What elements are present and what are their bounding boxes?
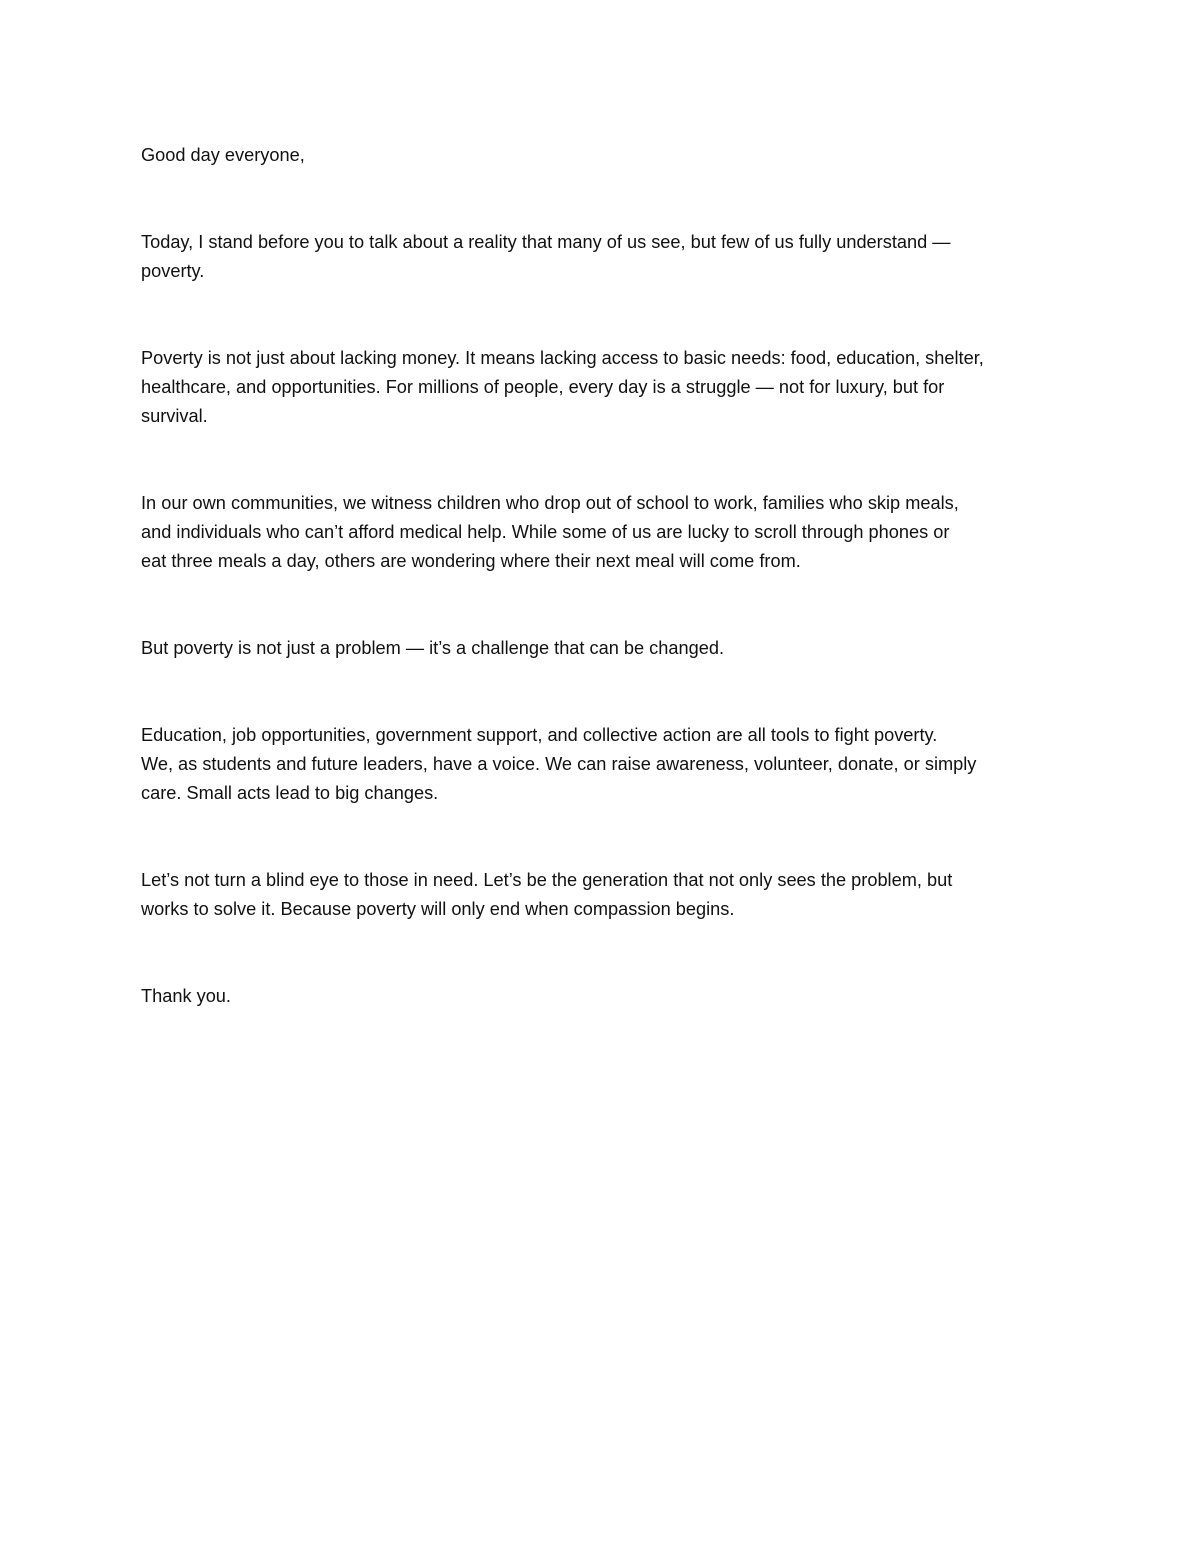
paragraph-challenge: But poverty is not just a problem — it’s a challenge that can be changed. [141, 638, 725, 658]
document-body [141, 141, 1066, 1011]
paragraph-definition: Poverty is not just about lacking money. It means lacking access to basic needs: food, education, shelter, healthcare, and opportunities. For millions of people, every day is a struggle — not for luxury, but for survival. [141, 348, 984, 426]
paragraph-solutions: Education, job opportunities, government support, and collective action are all tools to fight poverty. We, as students and future leaders, have a voice. We can raise awareness, volunteer, donate, or simply care. Small acts lead to big changes. [141, 725, 977, 803]
greeting-line: Good day everyone, [141, 145, 305, 165]
paragraph-introduction: Today, I stand before you to talk about a reality that many of us see, but few of us fully understand — poverty. [141, 232, 951, 281]
closing-line: Thank you. [141, 986, 231, 1006]
paragraph-communities: In our own communities, we witness children who drop out of school to work, families who skip meals, and individuals who can’t afford medical help. While some of us are lucky to scroll through phones or eat three meals a day, others are wondering where their next meal will come from. [141, 493, 959, 571]
paragraph-call-to-action: Let’s not turn a blind eye to those in need. Let’s be the generation that not only sees the problem, but works to solve it. Because poverty will only end when compassion begins. [141, 870, 953, 919]
